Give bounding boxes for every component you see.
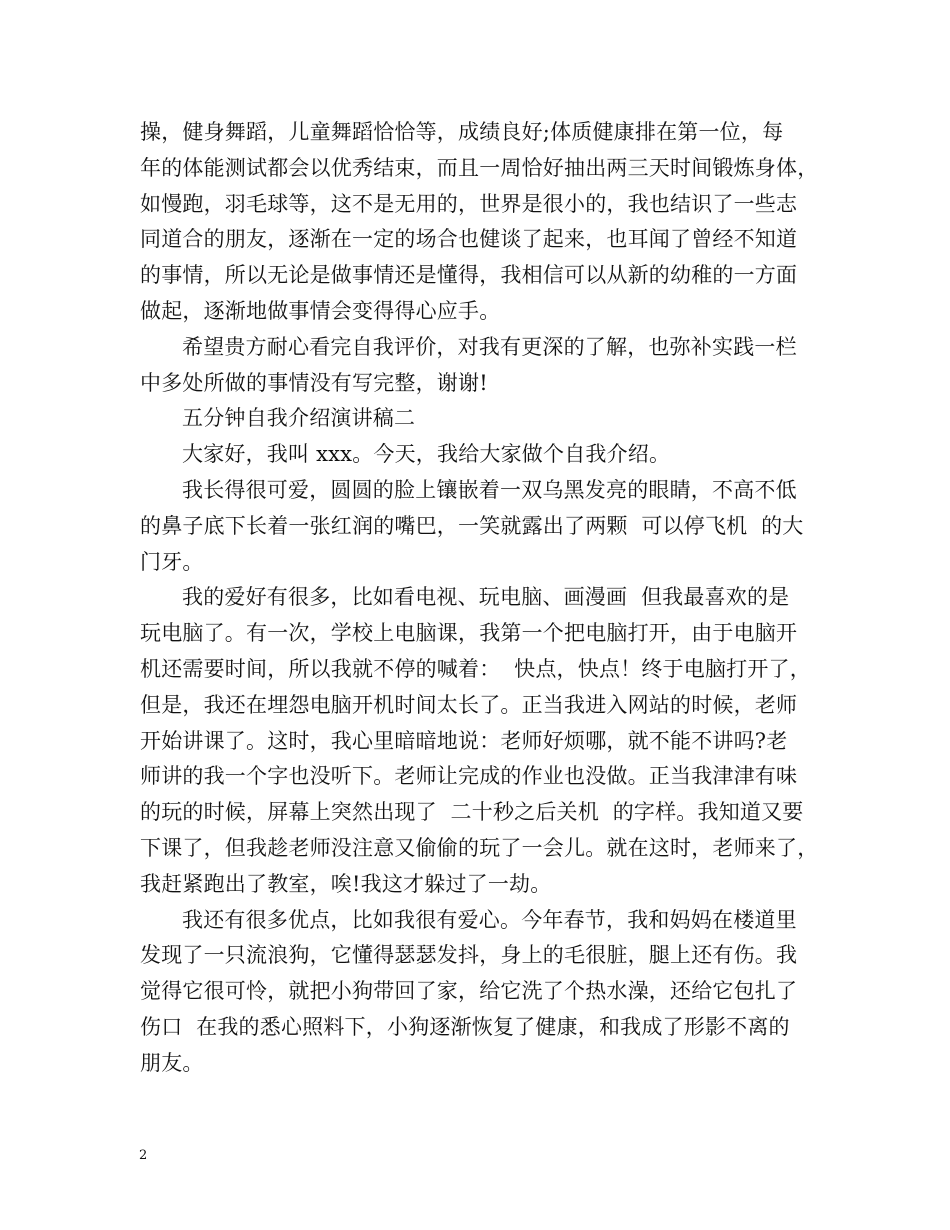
page-number: 2 — [139, 1148, 148, 1163]
text-line: 发现了一只流浪狗，它懂得瑟瑟发抖，身上的毛很脏，腿上还有伤。我 — [140, 943, 798, 968]
text-line: 同道合的朋友，逐渐在一定的场合也健谈了起来，也耳闻了曾经不知道 — [140, 227, 798, 252]
text-line: 开始讲课了。这时，我心里暗暗地说：老师好烦哪，就不能不讲吗?老 — [140, 728, 788, 753]
text-line: 下课了，但我趁老师没注意又偷偷的玩了一会儿。就在这时，老师来了， — [140, 835, 819, 860]
body-text — [140, 115, 820, 1082]
text-line: 我还有很多优点，比如我很有爱心。今年春节，我和妈妈在楼道里 — [182, 907, 797, 932]
text-line: 如慢跑，羽毛球等，这不是无用的，世界是很小的，我也结识了一些志 — [140, 191, 798, 216]
text-line: 我的爱好有很多，比如看电视、玩电脑、画漫画 但我最喜欢的是 — [182, 585, 790, 610]
text-line: 年的体能测试都会以优秀结束，而且一周恰好抽出两三天时间锻炼身体， — [140, 155, 819, 180]
text-line: 做起，逐渐地做事情会变得得心应手。 — [140, 298, 501, 323]
text-line: 伤口 在我的悉心照料下，小狗逐渐恢复了健康，和我成了形影不离的 — [140, 1014, 790, 1039]
text-line: 的鼻子底下长着一张红润的嘴巴，一笑就露出了两颗 可以停飞机 的大 — [140, 513, 804, 538]
text-line: 大家好，我叫 xxx。今天，我给大家做个自我介绍。 — [182, 442, 671, 467]
text-line: 玩电脑了。有一次，学校上电脑课，我第一个把电脑打开，由于电脑开 — [140, 621, 798, 646]
text-line: 中多处所做的事情没有写完整，谢谢! — [140, 370, 488, 395]
text-line: 我长得很可爱，圆圆的脸上镶嵌着一双乌黑发亮的眼睛，不高不低 — [182, 477, 797, 502]
text-line: 觉得它很可怜，就把小狗带回了家，给它洗了个热水澡，还给它包扎了 — [140, 979, 798, 1004]
text-line: 我赶紧跑出了教室，唉!我这才躲过了一劫。 — [140, 871, 552, 896]
text-line: 五分钟自我介绍演讲稿二 — [182, 406, 416, 431]
text-line: 的事情，所以无论是做事情还是懂得，我相信可以从新的幼稚的一方面 — [140, 263, 798, 288]
text-line: 门牙。 — [140, 549, 204, 574]
text-line: 希望贵方耐心看完自我评价，对我有更深的了解，也弥补实践一栏 — [182, 334, 797, 359]
text-line: 机还需要时间，所以我就不停的喊着： 快点，快点！终于电脑打开了， — [140, 656, 811, 681]
text-line: 师讲的我一个字也没听下。老师让完成的作业也没做。正当我津津有味 — [140, 764, 798, 789]
text-line: 的玩的时候，屏幕上突然出现了 二十秒之后关机 的字样。我知道又要 — [140, 800, 804, 825]
text-line: 但是，我还在埋怨电脑开机时间太长了。正当我进入网站的时候，老师 — [140, 692, 798, 717]
text-line: 朋友。 — [140, 1050, 204, 1075]
text-line: 操，健身舞蹈，儿童舞蹈恰恰等，成绩良好;体质健康排在第一位，每 — [140, 120, 784, 144]
